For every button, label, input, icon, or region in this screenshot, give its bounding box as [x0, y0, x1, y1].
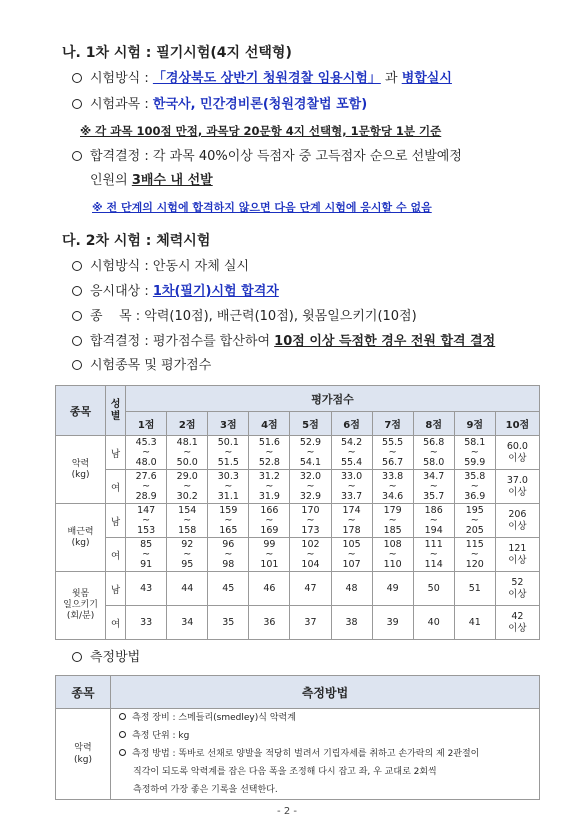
score-cell: 147 ~ 153 [126, 504, 167, 538]
circle-bullet-icon [72, 151, 82, 161]
score-cell: 159 ~ 165 [208, 504, 249, 538]
circle-bullet-icon [72, 99, 82, 109]
header-item: 종목 [56, 386, 106, 436]
score-cell: 85 ~ 91 [126, 538, 167, 572]
score-cell: 105 ~ 107 [331, 538, 372, 572]
physical-method: 시험방식 : 안동시 자체 실시 [90, 259, 250, 274]
score-cell: 27.6 ~ 28.9 [126, 470, 167, 504]
score-cell: 34 [167, 606, 208, 640]
score-intro-line [72, 357, 211, 375]
item-cell: 윗몸 일으키기 (회/분) [56, 572, 106, 640]
gender-cell: 남 [106, 504, 126, 538]
method-line: 측정 장비 : 스메들리(smedley)식 악력계 [111, 709, 539, 727]
note-stage: ※ 전 단계의 시험에 합격하지 않으면 다음 단계 시험에 응시할 수 없음 [92, 201, 432, 214]
method-line: 측정하여 가장 좋은 기록을 선택한다. [133, 785, 278, 795]
score-cell: 37 [290, 606, 331, 640]
score-cell: 51.6 ~ 52.8 [249, 436, 290, 470]
score-cell: 30.3 ~ 31.1 [208, 470, 249, 504]
circle-bullet-icon [72, 311, 82, 321]
gender-cell: 여 [106, 470, 126, 504]
score-cell: 55.5 ~ 56.7 [372, 436, 413, 470]
table-row [56, 504, 540, 538]
score-cell: 60.0 이상 [495, 436, 539, 470]
score-cell: 111 ~ 114 [413, 538, 454, 572]
header-score: 평가점수 [126, 386, 540, 412]
table-row [56, 436, 540, 470]
score-cell: 108 ~ 110 [372, 538, 413, 572]
score-col-header: 4점 [249, 412, 290, 436]
score-col-header: 8점 [413, 412, 454, 436]
score-col-header: 6점 [331, 412, 372, 436]
score-cell: 37.0 이상 [495, 470, 539, 504]
table-row [56, 538, 540, 572]
score-cell: 195 ~ 205 [454, 504, 495, 538]
score-cell: 38 [331, 606, 372, 640]
gender-cell: 여 [106, 538, 126, 572]
score-col-header: 2점 [167, 412, 208, 436]
pass-decision-line [72, 148, 462, 166]
circle-bullet-icon [72, 336, 82, 346]
method-lines [111, 709, 540, 800]
method-header-item: 종목 [56, 676, 111, 709]
score-cell: 49 [372, 572, 413, 606]
score-cell: 92 ~ 95 [167, 538, 208, 572]
score-cell: 166 ~ 169 [249, 504, 290, 538]
table-row [56, 606, 540, 640]
score-col-header: 3점 [208, 412, 249, 436]
score-intro: 시험종목 및 평가점수 [90, 358, 212, 373]
score-cell: 115 ~ 120 [454, 538, 495, 572]
score-cell: 52 이상 [495, 572, 539, 606]
score-cell: 33 [126, 606, 167, 640]
score-cols-row [56, 412, 540, 436]
circle-bullet-icon [72, 73, 82, 83]
score-cell: 29.0 ~ 30.2 [167, 470, 208, 504]
score-cell: 58.1 ~ 59.9 [454, 436, 495, 470]
score-cell: 36 [249, 606, 290, 640]
score-cell: 50.1 ~ 51.5 [208, 436, 249, 470]
score-cell: 179 ~ 185 [372, 504, 413, 538]
score-cell: 54.2 ~ 55.4 [331, 436, 372, 470]
score-cell: 41 [454, 606, 495, 640]
table-row [56, 572, 540, 606]
circle-bullet-icon [119, 713, 126, 720]
physical-method-line [72, 258, 249, 276]
score-cell: 34.7 ~ 35.7 [413, 470, 454, 504]
method-line: 측정 단위 : kg [111, 727, 539, 745]
measure-intro: 측정방법 [90, 650, 141, 665]
score-cell: 43 [126, 572, 167, 606]
exam-method-label: 시험방식 : [90, 71, 149, 86]
decision-label: 합격결정 : 평가점수를 합산하여 [90, 334, 271, 349]
score-col-header: 1점 [126, 412, 167, 436]
score-cell: 170 ~ 173 [290, 504, 331, 538]
pass-line2-pre: 인원의 [90, 173, 128, 188]
section-na-title: 나. 1차 시험 : 필기시험(4지 선택형) [62, 45, 292, 61]
score-cell: 32.0 ~ 32.9 [290, 470, 331, 504]
header-gender: 성별 [106, 386, 126, 436]
score-col-header: 5점 [290, 412, 331, 436]
score-cell: 52.9 ~ 54.1 [290, 436, 331, 470]
items-line [72, 308, 417, 326]
method-line: 측정 방법 : 똑바로 선채로 양발을 적당히 벌려서 기립자세를 취하고 손가락의 제 2관절이 [111, 745, 539, 763]
score-body [56, 436, 540, 640]
circle-bullet-icon [119, 731, 126, 738]
score-cell: 48.1 ~ 50.0 [167, 436, 208, 470]
exam-method-mid: 과 [384, 71, 398, 86]
method-table [55, 675, 540, 800]
decision-line [72, 333, 495, 351]
score-cell: 40 [413, 606, 454, 640]
score-col-header: 10점 [495, 412, 539, 436]
score-cell: 45 [208, 572, 249, 606]
table-row [56, 470, 540, 504]
exam-method-line [72, 70, 452, 88]
score-cell: 33.8 ~ 34.6 [372, 470, 413, 504]
score-cell: 31.2 ~ 31.9 [249, 470, 290, 504]
score-cell: 186 ~ 194 [413, 504, 454, 538]
pass-decision-value: 각 과목 40%이상 득점자 중 고득점자 순으로 선발예정 [152, 149, 462, 164]
circle-bullet-icon [72, 360, 82, 370]
gender-cell: 여 [106, 606, 126, 640]
measure-intro-line [72, 649, 140, 667]
page-number: - 2 - [277, 806, 297, 817]
item-cell: 악력 (kg) [56, 436, 106, 504]
item-cell: 배근력 (kg) [56, 504, 106, 572]
score-cell: 45.3 ~ 48.0 [126, 436, 167, 470]
score-col-header: 9점 [454, 412, 495, 436]
note-subjects: ※ 각 과목 100점 만점, 과목당 20문항 4지 선택형, 1문항당 1분 기준 [80, 124, 442, 138]
score-col-header: 7점 [372, 412, 413, 436]
exam-method-value: 「경상북도 상반기 청원경찰 임용시험」 [152, 71, 381, 86]
circle-bullet-icon [119, 749, 126, 756]
pass-line2-emph: 3배수 내 선발 [131, 173, 213, 188]
eligible-value: 1차(필기)시험 합격자 [152, 284, 279, 299]
pass-decision-label: 합격결정 : [90, 149, 149, 164]
score-table [55, 385, 540, 640]
circle-bullet-icon [72, 286, 82, 296]
score-cell: 35.8 ~ 36.9 [454, 470, 495, 504]
exam-subjects-line [72, 96, 367, 114]
score-cell: 174 ~ 178 [331, 504, 372, 538]
score-cell: 51 [454, 572, 495, 606]
circle-bullet-icon [72, 261, 82, 271]
score-cell: 50 [413, 572, 454, 606]
method-item: 악력 (kg) [56, 709, 111, 800]
method-header-method: 측정방법 [111, 676, 540, 709]
score-cell: 56.8 ~ 58.0 [413, 436, 454, 470]
score-cell: 46 [249, 572, 290, 606]
score-cell: 35 [208, 606, 249, 640]
pass-decision-line2 [90, 172, 213, 190]
score-cell: 99 ~ 101 [249, 538, 290, 572]
exam-method-tail: 병합실시 [401, 71, 452, 86]
score-cell: 47 [290, 572, 331, 606]
score-cell: 206 이상 [495, 504, 539, 538]
score-cell: 96 ~ 98 [208, 538, 249, 572]
score-cell: 42 이상 [495, 606, 539, 640]
score-cell: 121 이상 [495, 538, 539, 572]
circle-bullet-icon [72, 652, 82, 662]
score-cell: 102 ~ 104 [290, 538, 331, 572]
eligible-label: 응시대상 : [90, 284, 149, 299]
score-cell: 39 [372, 606, 413, 640]
exam-subjects-label: 시험과목 : [90, 97, 149, 112]
items-text: 종 목 : 악력(10점), 배근력(10점), 윗몸일으키기(10점) [90, 309, 417, 324]
gender-cell: 남 [106, 572, 126, 606]
decision-value: 10점 이상 득점한 경우 전원 합격 결정 [274, 334, 496, 349]
gender-cell: 남 [106, 436, 126, 470]
score-cell: 154 ~ 158 [167, 504, 208, 538]
score-cell: 33.0 ~ 33.7 [331, 470, 372, 504]
exam-subjects-value: 한국사, 민간경비론(청원경찰법 포함) [152, 97, 368, 112]
eligible-line [72, 283, 279, 301]
score-cell: 48 [331, 572, 372, 606]
score-cell: 44 [167, 572, 208, 606]
section-da-title: 다. 2차 시험 : 체력시험 [62, 233, 211, 249]
method-line: 직각이 되도록 악력계를 잡은 다음 폭을 조정해 다시 잡고 좌, 우 교대로 2회씩 [133, 767, 437, 777]
